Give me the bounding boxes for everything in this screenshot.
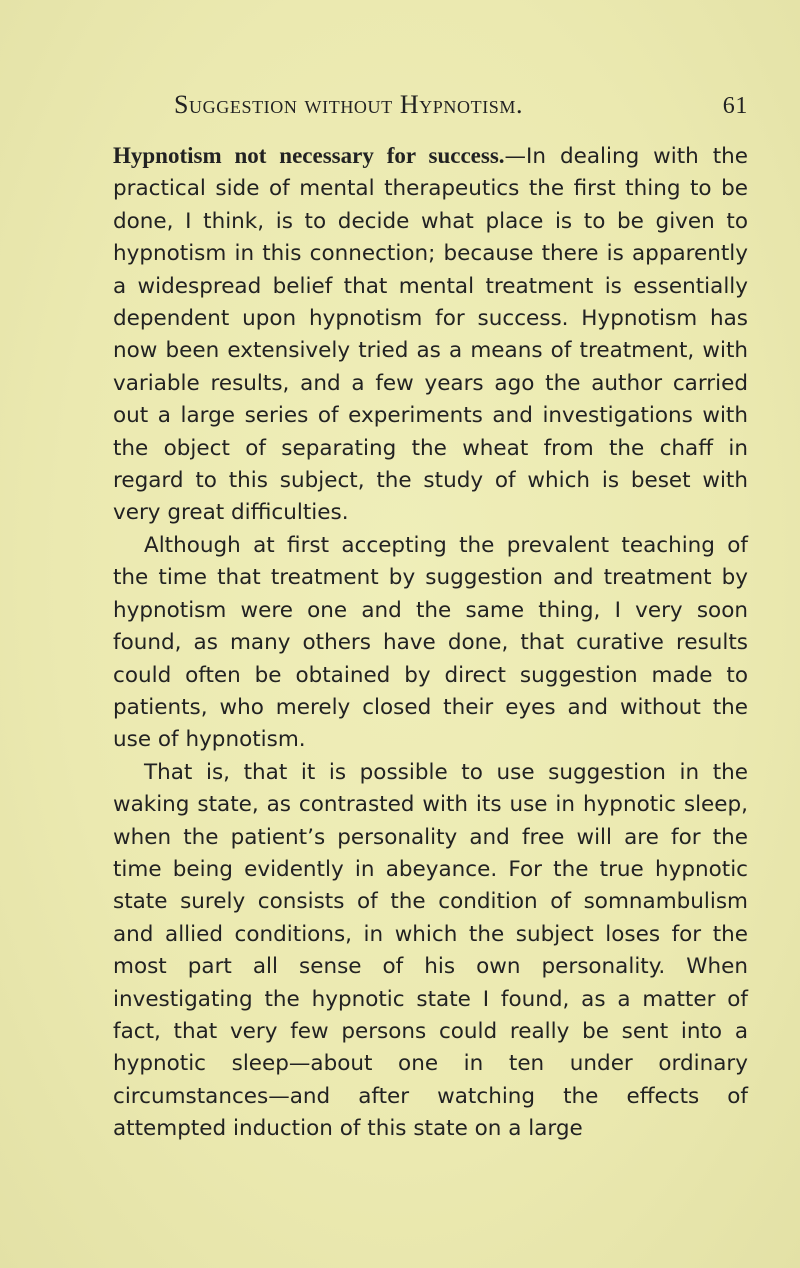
page-number: 61 — [722, 93, 748, 119]
paragraph: Although at first accepting the prevalent teaching of the time that treatment by suggestion and treatment by hypnotism were one and the same thing, I very soon found, as many others have done, that curative results could often be obtained by direct suggestion made to patients, who merely closed their eyes and without the use of hypnotism. — [113, 532, 748, 753]
side-heading: Hypnotism not necessary for success. — [113, 143, 505, 168]
paragraph: That is, that it is possible to use suggestion in the waking state, as contrasted with its use in hypnotic sleep, when the patient’s personality and free will are for the time being evidently in abeyance. For the true hypnotic state surely consists of the condition of somnambulism and allied conditions, in which the subject loses for the most part all sense of his own personality. When investigating the hypnotic state I found, as a matter of fact, that very few persons could really be sent into a hypnotic sleep—about one in ten under ordinary circumstances—and after watching the effects of attempted induction of this state on a large — [113, 759, 748, 1142]
paragraph — [113, 140, 748, 530]
running-head — [174, 90, 748, 122]
running-title: Suggestion without Hypnotism. — [174, 90, 524, 119]
body-text — [113, 140, 748, 1146]
paragraph-text: —In dealing with the practical side of mental therapeutics the first thing to be done, I think, is to decide what place is to be given to hypnotism in this connection; because there is apparently a widespread belief that mental treatment is essentially dependent upon hypnotism for success. Hypnotism has now been extensively tried as a means of treatment, with variable results, and a few years ago the author carried out a large series of experiments and investigations with the object of separating the wheat from the chaff in regard to this subject, the study of which is beset with very great difficulties. — [113, 144, 748, 526]
